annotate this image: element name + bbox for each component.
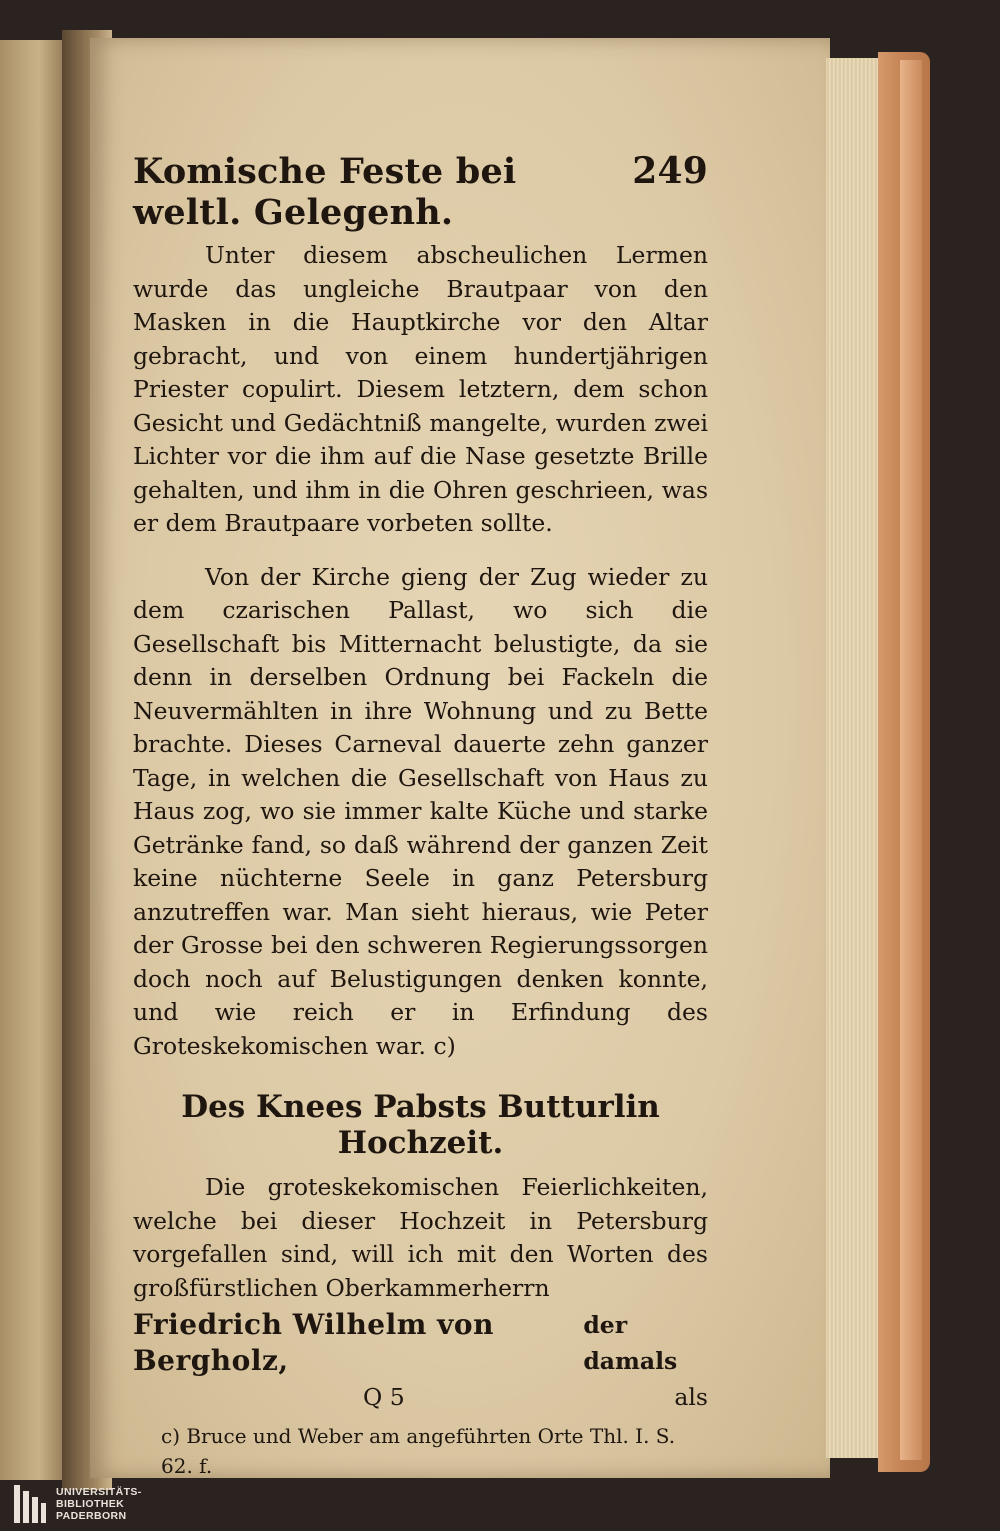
library-logo-icon	[14, 1485, 46, 1523]
previous-page-edge	[0, 40, 70, 1480]
signature-mark: Q 5	[363, 1383, 405, 1411]
signature-row	[133, 1381, 708, 1413]
logo-line-2: BIBLIOTHEK	[56, 1498, 125, 1510]
running-title: Komische Feste bei weltl. Gelegenh.	[133, 151, 517, 233]
paragraph-1: Unter diesem abscheulichen Lermen wurde das ungleiche Brautpaar von den Masken in die Hauptkirche vor den Altar gebracht, und von einem hundertjährigen Priester copulirt. Diesem letztern, dem schon Gesicht und Gedächtniß mangelte, wurden zwei Lichter vor die ihm auf die Nase gesetzte Brille gehalten, und ihm in die Ohren geschrieen, was er dem Brautpaare vorbeten sollte.	[133, 241, 708, 537]
emphasized-name: Friedrich Wilhelm von Bergholz,	[133, 1308, 494, 1377]
logo-line-3: PADERBORN	[56, 1510, 127, 1522]
section-paragraph: Die groteskekomischen Feierlichkeiten, welche bei dieser Hochzeit in Petersburg vorgefallen sind, will ich mit den Worten des großfürstlichen Oberkammerherrn	[133, 1173, 708, 1302]
book-cover-highlight	[900, 60, 922, 1460]
catchword: als	[674, 1383, 708, 1411]
paragraph-2: Von der Kirche gieng der Zug wieder zu dem czarischen Pallast, wo sich die Gesellschaft bis Mitternacht belustigte, da sie denn in derselben Ordnung bei Fackeln die Neuvermählten in ihre Wohnung und zu Bette brachte. Dieses Carneval dauerte zehn ganzer Tage, in welchen die Gesellschaft von Haus zu Haus zog, wo sie immer kalte Küche und starke Getränke fand, so daß während der ganzen Zeit keine nüchterne Seele in ganz Petersburg anzutreffen war. Man sieht hieraus, wie Peter der Grosse bei den schweren Regierungssorgen doch noch auf Belustigungen denken konnte, und wie reich er in Erfindung des Groteskekomischen war. c)	[133, 562, 708, 1060]
emphasis-line	[133, 1307, 708, 1379]
library-logo	[14, 1483, 142, 1525]
emphasis-tail: der damals	[583, 1311, 678, 1375]
logo-line-1: UNIVERSITÄTS-	[56, 1486, 142, 1498]
section-heading: Des Knees Pabsts Butturlin Hochzeit.	[181, 1089, 660, 1161]
library-logo-text	[56, 1486, 142, 1522]
running-header	[133, 150, 708, 233]
page-number: 249	[632, 150, 708, 192]
footnote: c) Bruce und Weber am angeführten Orte Thl. I. S. 62. f.	[161, 1424, 676, 1478]
page-text	[133, 150, 708, 1481]
